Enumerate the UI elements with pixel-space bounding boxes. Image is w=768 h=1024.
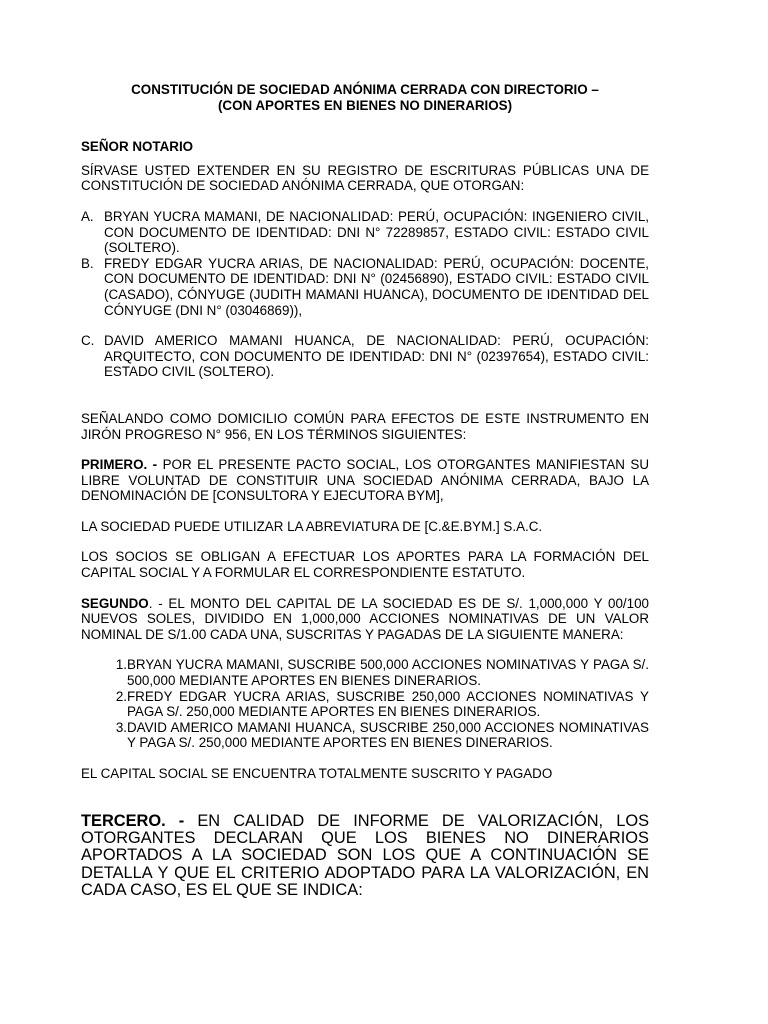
segundo-text: . - EL MONTO DEL CAPITAL DE LA SOCIEDAD ES DE S/. 1,000,000 Y 00/100 NUEVOS SOLES, DIVIDIDO EN 1,000,000 ACCIONES NOMINATIVAS DE UN VALOR NOMINAL DE S/1.00 CADA UNA, SUSCRITAS Y PAGADAS DE LA SIGUIENTE MANERA: xyxy=(81,595,649,642)
list-marker: A. xyxy=(81,208,94,224)
grantor-text: DAVID AMERICO MAMANI HUANCA, DE NACIONALIDAD: PERÚ, OCUPACIÓN: ARQUITECTO, CON DOCUMENTO DE IDENTIDAD: DNI N° (02397654), ESTADO CIVIL: ESTADO CIVIL (SOLTERO). xyxy=(104,333,649,380)
primero-text: POR EL PRESENTE PACTO SOCIAL, LOS OTORGANTES MANIFIESTAN SU LIBRE VOLUNTAD DE CONSTITUIR UNA SOCIEDAD ANÓNIMA CERRADA, BAJO LA DENOMINACIÓN DE [CONSULTORA Y EJECUTORA BYM], xyxy=(81,457,649,504)
document-page xyxy=(81,82,649,900)
primero-heading: PRIMERO. - xyxy=(81,457,158,473)
subscriptions-list xyxy=(104,657,649,751)
list-marker: C. xyxy=(81,333,95,349)
tercero-text: EN CALIDAD DE INFORME DE VALORIZACIÓN, LOS OTORGANTES DECLARAN QUE LOS BIENES NO DINERARIOS APORTADOS A LA SOCIEDAD SON LOS QUE A CONTINUACIÓN SE DETALLA Y QUE EL CRITERIO ADOPTADO PARA LA VALORIZACIÓN, EN CADA CASO, ES EL QUE SE INDICA: xyxy=(81,811,650,900)
subscription-text: BRYAN YUCRA MAMANI, SUSCRIBE 500,000 ACCIONES NOMINATIVAS Y PAGA S/. 500,000 MEDIANTE APORTES EN BIENES DINERARIOS. xyxy=(127,657,649,689)
list-marker: 3. xyxy=(115,719,127,735)
list-marker: B. xyxy=(81,255,94,271)
grantors-list xyxy=(81,209,649,380)
domicile-paragraph: SEÑALANDO COMO DOMICILIO COMÚN PARA EFECTOS DE ESTE INSTRUMENTO EN JIRÓN PROGRESO N° 956, EN LOS TÉRMINOS SIGUIENTES: xyxy=(81,410,649,442)
document-title xyxy=(81,82,649,113)
segundo-paragraph xyxy=(81,596,649,643)
subscription-item-3 xyxy=(104,720,649,751)
grantor-item-c xyxy=(81,333,649,380)
grantor-text: BRYAN YUCRA MAMANI, DE NACIONALIDAD: PERÚ, OCUPACIÓN: INGENIERO CIVIL, CON DOCUMENTO DE IDENTIDAD: DNI N° 72289857, ESTADO CIVIL: ESTADO CIVIL (SOLTERO). xyxy=(104,208,649,256)
subscription-item-1 xyxy=(104,657,649,688)
obligation-paragraph: LOS SOCIOS SE OBLIGAN A EFECTUAR LOS APORTES PARA LA FORMACIÓN DEL CAPITAL SOCIAL Y A FORMULAR EL CORRESPONDIENTE ESTATUTO. xyxy=(81,549,649,581)
grantor-item-b xyxy=(81,256,649,318)
subscription-text: FREDY EDGAR YUCRA ARIAS, SUSCRIBE 250,000 ACCIONES NOMINATIVAS Y PAGA S/. 250,000 MEDIANTE APORTES EN BIENES DINERARIOS. xyxy=(127,688,649,720)
intro-paragraph: SÍRVASE USTED EXTENDER EN SU REGISTRO DE ESCRITURAS PÚBLICAS UNA DE CONSTITUCIÓN DE SOCIEDAD ANÓNIMA CERRADA, QUE OTORGAN: xyxy=(81,162,649,194)
primero-paragraph xyxy=(81,457,649,504)
subscription-item-2 xyxy=(104,689,649,720)
segundo-heading: SEGUNDO xyxy=(81,595,149,611)
capital-statement: EL CAPITAL SOCIAL SE ENCUENTRA TOTALMENTE SUSCRITO Y PAGADO xyxy=(81,766,553,781)
grantor-item-a xyxy=(81,209,649,256)
title-line-2: (CON APORTES EN BIENES NO DINERARIOS) xyxy=(217,97,513,113)
list-marker: 2. xyxy=(115,688,127,704)
grantor-text: FREDY EDGAR YUCRA ARIAS, DE NACIONALIDAD: PERÚ, OCUPACIÓN: DOCENTE, CON DOCUMENTO DE IDENTIDAD: DNI N° (02456890), ESTADO CIVIL: ESTADO CIVIL (CASADO), CÓNYUGE (JUDITH MAMANI HUANCA), DOCUMENTO DE IDENTIDAD DEL CÓNYUGE (DNI N° (03046869)), xyxy=(104,255,649,318)
title-line-1: CONSTITUCIÓN DE SOCIEDAD ANÓNIMA CERRADA CON DIRECTORIO – xyxy=(131,82,599,97)
tercero-paragraph xyxy=(81,813,649,900)
tercero-heading: TERCERO. - xyxy=(81,811,185,830)
list-marker: 1. xyxy=(115,657,127,673)
abbreviation-paragraph: LA SOCIEDAD PUEDE UTILIZAR LA ABREVIATURA DE [C.&E.BYM.] S.A.C. xyxy=(81,518,543,534)
subscription-text: DAVID AMERICO MAMANI HUANCA, SUSCRIBE 250,000 ACCIONES NOMINATIVAS Y PAGA S/. 250,000 MEDIANTE APORTES EN BIENES DINERARIOS. xyxy=(127,719,649,751)
salutation: SEÑOR NOTARIO xyxy=(81,139,194,155)
